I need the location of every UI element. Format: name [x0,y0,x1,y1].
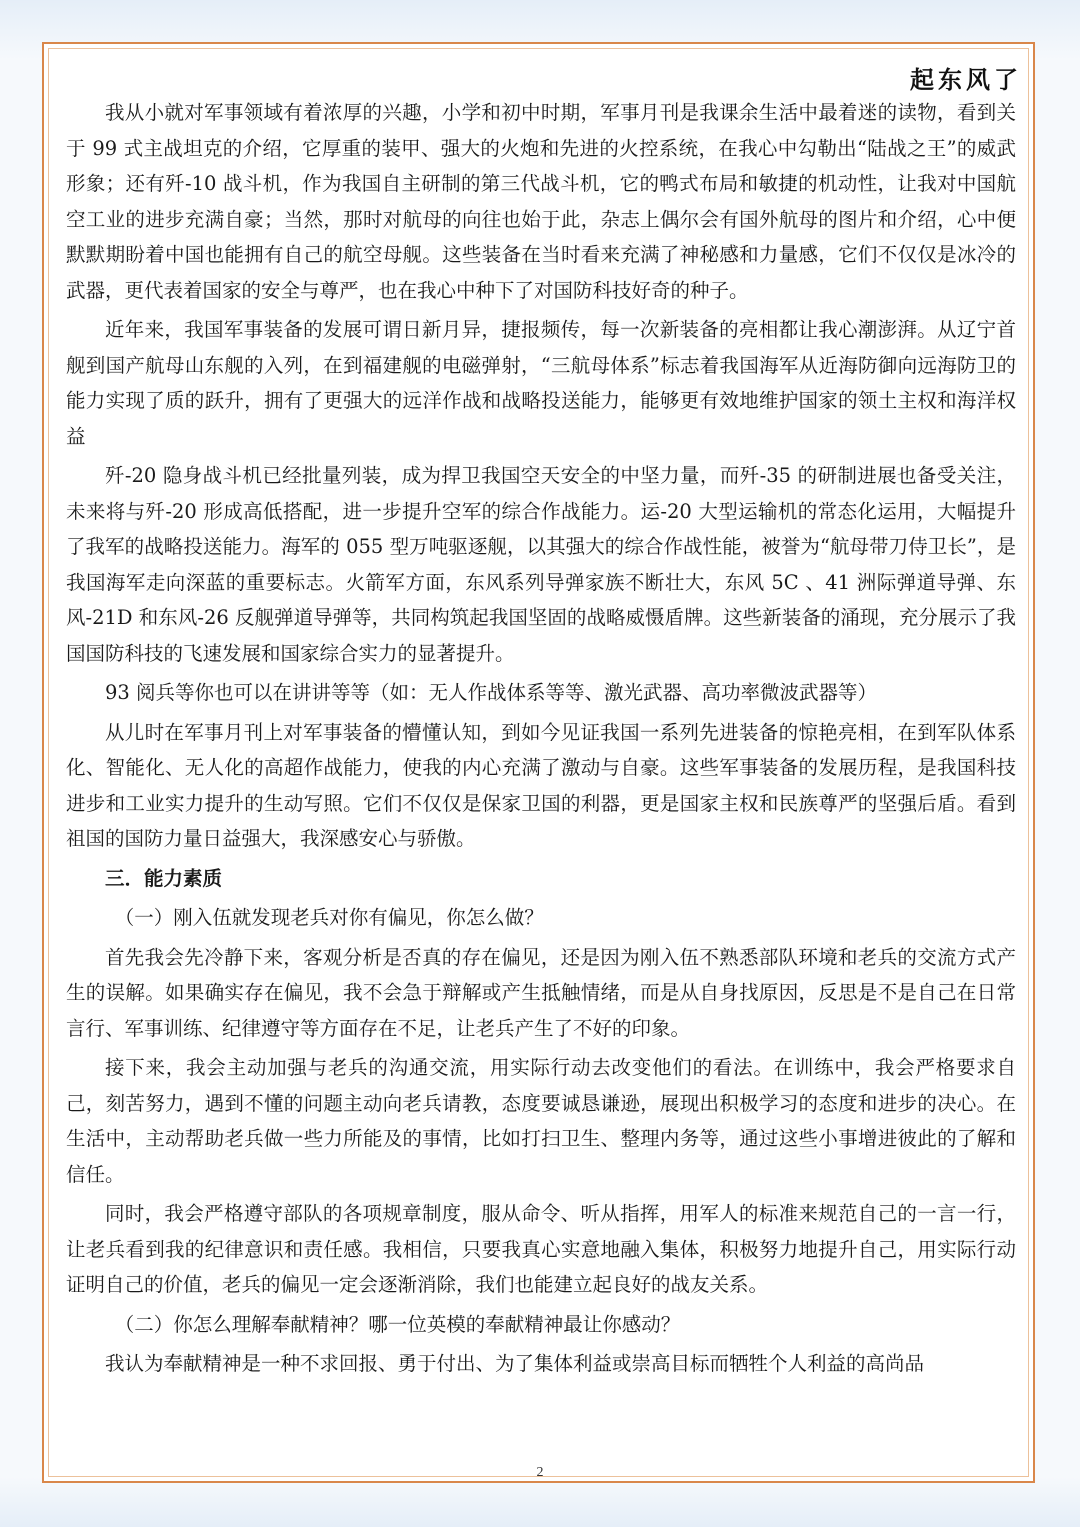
paragraph-recent-equipment: 近年来，我国军事装备的发展可谓日新月异，捷报频传，每一次新装备的亮相都让我心潮澎湃。从辽宁首舰到国产航母山东舰的入列，在到福建舰的电磁弹射，“三航母体系”标志着我国海军从近海防御向远海防卫的能力实现了质的跃升，拥有了更强大的远洋作战和战略投送能力，能够更有效地维护国家的领土主权和海洋权益 [66,318,1016,448]
brand-title: 起东风了 [910,65,1022,94]
section-heading-ability: 三．能力素质 [105,866,223,890]
question-1: （一）刚入伍就发现老兵对你有偏见，你怎么做？ [114,906,544,929]
document-body [66,95,1016,1386]
paragraph-aircraft-missiles: 歼-20 隐身战斗机已经批量列装，成为捍卫我国空天安全的中坚力量，而歼-35 的研制进展也备受关注，未来将与歼-20 形成高低搭配，进一步提升空军的综合作战能力。运-20 大型运输机的常态化运用，大幅提升了我军的战略投送能力。海军的 055 型万吨驱逐舰，以其强大的综合作战性能，被誉为“航母带刀侍卫长”，是我国海军走向深蓝的重要标志。火箭军方面，东风系列导弹家族不断壮大，东风 5C 、41 洲际弹道导弹、东风-21D 和东风-26 反舰弹道导弹等，共同构筑起我国坚固的战略威慑盾牌。这些新装备的涌现，充分展示了我国国防科技的飞速发展和国家综合实力的显著提升。 [66,464,1016,665]
paragraph-childhood-interest: 我从小就对军事领域有着浓厚的兴趣，小学和初中时期，军事月刊是我课余生活中最着迷的读物，看到关于 99 式主战坦克的介绍，它厚重的装甲、强大的火炮和先进的火控系统，在我心中勾勒出“陆战之王”的威武形象；还有歼-10 战斗机，作为我国自主研制的第三代战斗机，它的鸭式布局和敏捷的机动性，让我对中国航空工业的进步充满自豪；当然，那时对航母的向往也始于此，杂志上偶尔会有国外航母的图片和介绍，心中便默默期盼着中国也能拥有自己的航空母舰。这些装备在当时看来充满了神秘感和力量感，它们不仅仅是冰冷的武器，更代表着国家的安全与尊严，也在我心中种下了对国防科技好奇的种子。 [66,101,1016,302]
question-2: （二）你怎么理解奉献精神？哪一位英模的奉献精神最让你感动？ [114,1312,681,1336]
answer-1-part-2: 接下来，我会主动加强与老兵的沟通交流，用实际行动去改变他们的看法。在训练中，我会严格要求自己，刻苦努力，遇到不懂的问题主动向老兵请教，态度要诚恳谦逊，展现出积极学习的态度和进步的决心。在生活中，主动帮助老兵做一些力所能及的事情，比如打扫卫生、整理内务等，通过这些小事增进彼此的了解和信任。 [66,1056,1016,1186]
answer-2-part-1: 我认为奉献精神是一种不求回报、勇于付出、为了集体利益或崇高目标而牺牲个人利益的高尚品 [105,1352,925,1375]
paragraph-conclusion: 从儿时在军事月刊上对军事装备的懵懂认知，到如今见证我国一系列先进装备的惊艳亮相，在到军队体系化、智能化、无人化的高超作战能力，使我的内心充满了激动与自豪。这些军事装备的发展历程，是我国科技进步和工业实力提升的生动写照。它们不仅仅是保家卫国的利器，更是国家主权和民族尊严的坚强后盾。看到祖国的国防力量日益强大，我深感安心与骄傲。 [66,720,1016,850]
page-number: 2 [536,1465,544,1480]
answer-1-part-1: 首先我会先冷静下来，客观分析是否真的存在偏见，还是因为刚入伍不熟悉部队环境和老兵的交流方式产生的误解。如果确实存在偏见，我不会急于辩解或产生抵触情绪，而是从自身找原因，反思是不是自己在日常言行、军事训练、纪律遵守等方面存在不足，让老兵产生了不好的印象。 [66,945,1016,1040]
answer-1-part-3: 同时，我会严格遵守部队的各项规章制度，服从命令、听从指挥，用军人的标准来规范自己的一言一行，让老兵看到我的纪律意识和责任感。我相信，只要我真心实意地融入集体，积极努力地提升自己，用实际行动证明自己的价值，老兵的偏见一定会逐渐消除，我们也能建立起良好的战友关系。 [66,1202,1016,1296]
page-background-bottom [0,1477,1080,1527]
paragraph-parade-note: 93 阅兵等你也可以在讲讲等等（如：无人作战体系等等、激光武器、高功率微波武器等） [105,681,878,704]
